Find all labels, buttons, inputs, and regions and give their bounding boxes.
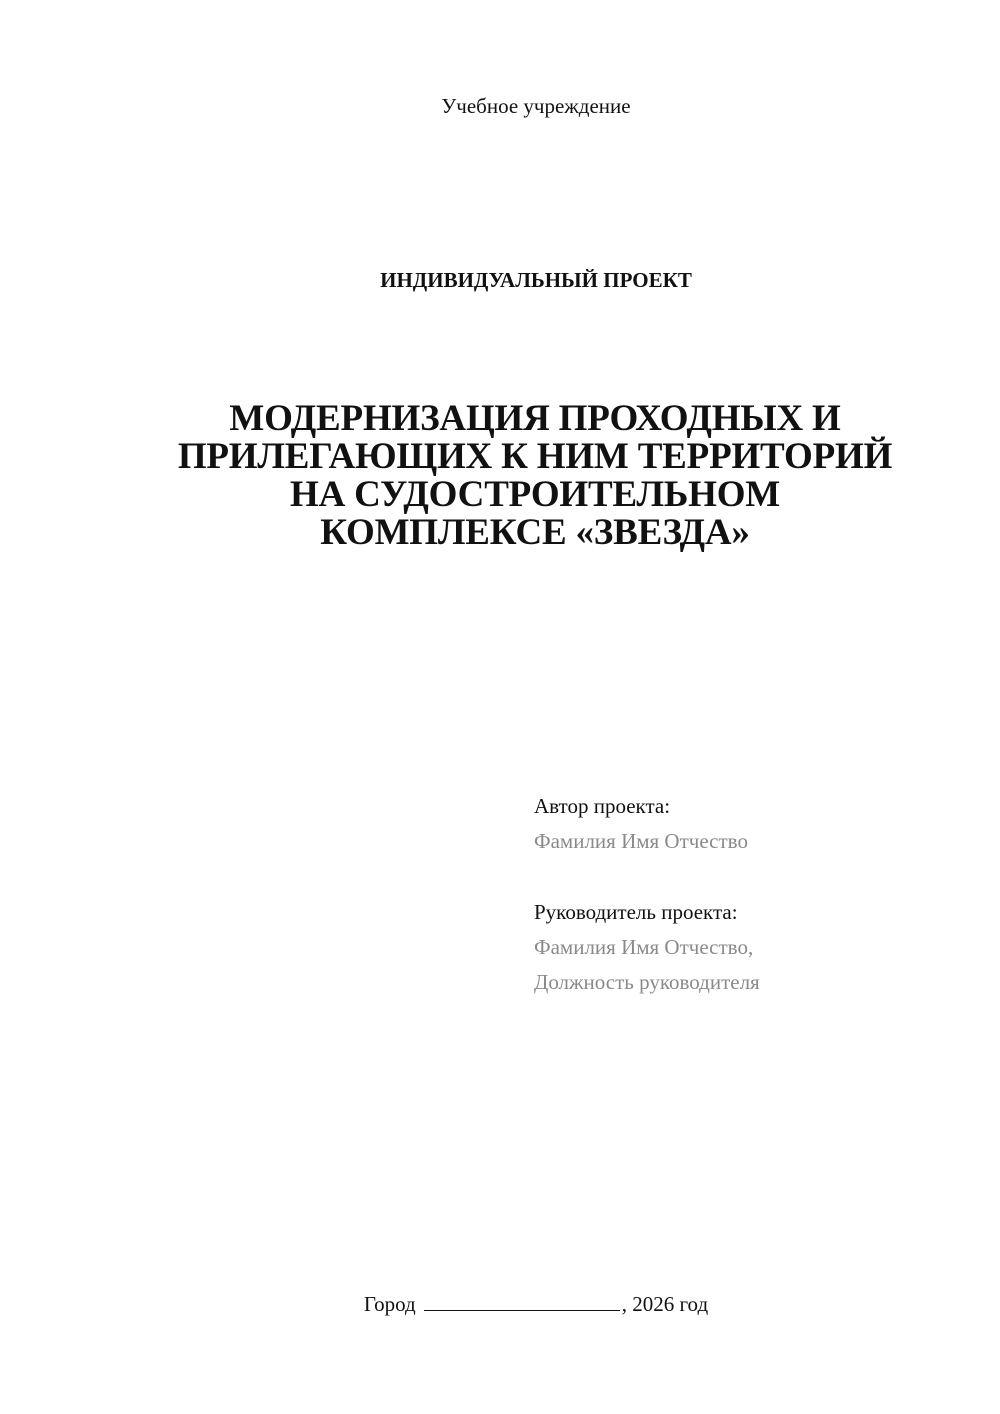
- city-label: Город: [363, 1292, 416, 1316]
- author-label: Автор проекта:: [534, 794, 671, 818]
- project-title: [120, 400, 950, 552]
- project-title-line: КОМПЛЕКСЕ «ЗВЕЗДА»: [320, 512, 750, 553]
- credits-block: [534, 789, 974, 1000]
- supervisor-label: Руководитель проекта:: [534, 900, 738, 924]
- city-blank-line: [424, 1291, 620, 1311]
- supervisor-position: Должность руководителя: [534, 970, 760, 994]
- year-text: , 2026 год: [621, 1292, 709, 1316]
- project-title-line: НА СУДОСТРОИТЕЛЬНОМ: [289, 474, 780, 515]
- institution-name: Учебное учреждение: [441, 94, 631, 118]
- credits-spacer: [534, 859, 974, 895]
- project-type-heading: ИНДИВИДУАЛЬНЫЙ ПРОЕКТ: [380, 268, 692, 292]
- supervisor-name: Фамилия Имя Отчество,: [534, 935, 754, 959]
- project-title-line: ПРИЛЕГАЮЩИХ К НИМ ТЕРРИТОРИЙ: [177, 436, 893, 477]
- city-year-line: [0, 1290, 1000, 1318]
- project-title-line: МОДЕРНИЗАЦИЯ ПРОХОДНЫХ И: [229, 398, 841, 439]
- author-name: Фамилия Имя Отчество: [534, 829, 748, 853]
